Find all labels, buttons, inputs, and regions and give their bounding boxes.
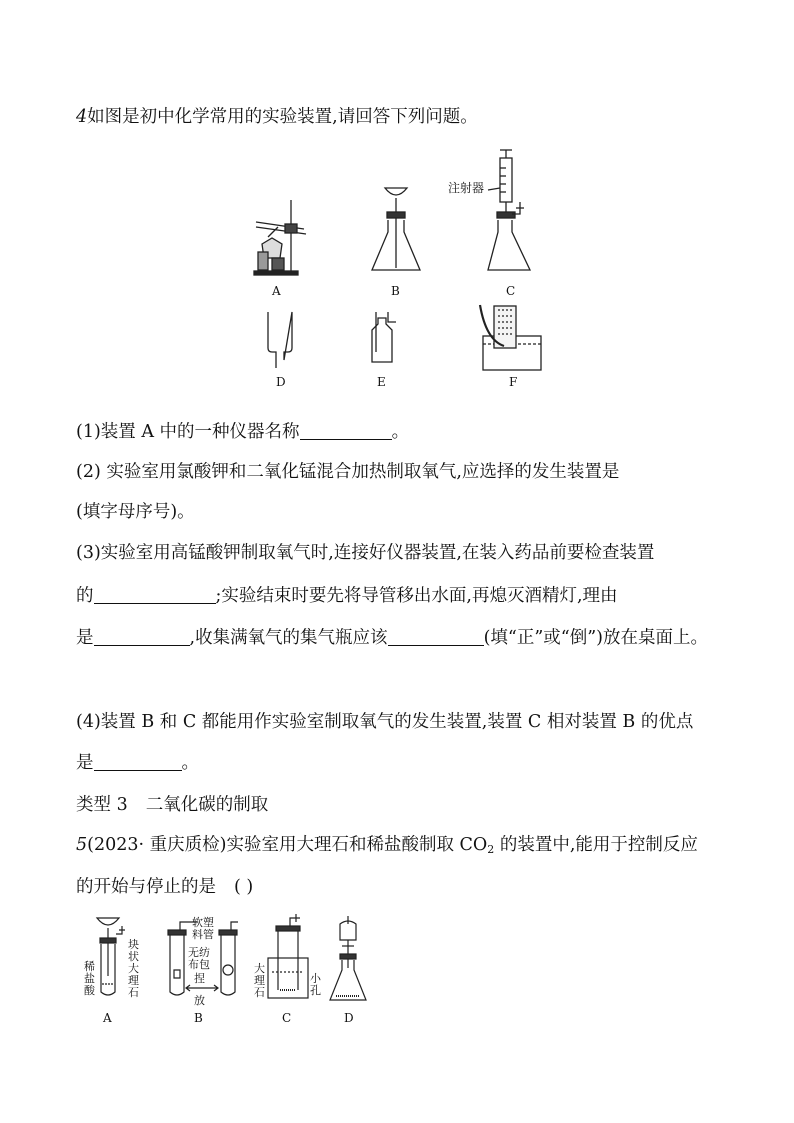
- answer-paren[interactable]: ( ): [234, 877, 254, 897]
- q5-a-right-2: 状: [128, 950, 139, 963]
- q4-number: 4: [76, 107, 88, 127]
- q5-subscript: 2: [487, 843, 495, 856]
- syringe-label: 注射器: [448, 181, 485, 195]
- section-label: 类型 3: [76, 795, 128, 815]
- q5-line1: [76, 834, 698, 861]
- q5-text-b: 的装置中,能用于控制反应: [494, 835, 698, 855]
- q5-b-bottom-2: 放: [194, 994, 205, 1007]
- q5-c-left-1: 大: [254, 962, 265, 975]
- fig-label-a: A: [272, 284, 281, 298]
- apparatus-a: [254, 200, 306, 275]
- q4-part1: [76, 421, 409, 443]
- fig-label-b: B: [391, 284, 400, 298]
- q5-line2: [76, 876, 253, 898]
- answer-blank-1[interactable]: [300, 421, 392, 440]
- apparatus-d: [268, 312, 292, 368]
- apparatus-c: [488, 150, 530, 270]
- q4-part3-line1: (3)实验室用高锰酸钾制取氧气时,连接好仪器装置,在装入药品前要检查装置: [76, 543, 655, 563]
- fig-label-d: D: [276, 375, 286, 389]
- q5-apparatus-a: [97, 918, 125, 995]
- fig-label-e: E: [377, 375, 386, 389]
- q5-b-top-2: 料管: [192, 928, 214, 941]
- q4-part3-text-d: ,收集满氧气的集气瓶应该: [189, 628, 388, 648]
- q4-part4-text-b: 。: [181, 753, 199, 773]
- q5-label-d: D: [344, 1011, 354, 1025]
- q4-part3-text-a: 的: [76, 586, 94, 606]
- q4-part3-text-b: ;实验结束时要先将导管移出水面,再熄灭酒精灯,理由: [215, 586, 618, 606]
- q5-a-left-2: 盐: [84, 972, 95, 985]
- q5-b-bottom-1: 捏: [194, 972, 205, 985]
- q4-stem: [76, 106, 478, 128]
- q4-part2-line1: (2) 实验室用氯酸钾和二氧化锰混合加热制取氧气,应选择的发生装置是: [76, 462, 620, 482]
- q5-a-right-1: 块: [128, 938, 139, 951]
- section-heading: [76, 794, 268, 816]
- q4-part2-line2: (填字母序号)。: [76, 502, 195, 522]
- q4-part4-line1: (4)装置 B 和 C 都能用作实验室制取氧气的发生装置,装置 C 相对装置 B 的优点: [76, 712, 694, 732]
- q5-apparatus-d: [330, 916, 366, 1000]
- q5-apparatus-figure: [0, 910, 794, 1030]
- q5-label-b: B: [194, 1011, 203, 1025]
- q4-part3-line3: [76, 627, 708, 649]
- apparatus-b: [372, 188, 420, 270]
- q5-a-right-4: 理: [128, 974, 139, 987]
- q5-c-left-2: 理: [254, 974, 265, 987]
- q4-part3-text-c: 是: [76, 628, 94, 648]
- q5-b-mid-2: 布包: [188, 958, 210, 971]
- q5-text-a: 实验室用大理石和稀盐酸制取 CO: [226, 835, 488, 855]
- q5-label-a: A: [103, 1011, 112, 1025]
- q5-b-mid-1: 无纺: [188, 946, 210, 959]
- q4-stem-text: 如图是初中化学常用的实验装置,请回答下列问题。: [87, 107, 478, 127]
- q5-source: (2023· 重庆质检): [87, 835, 227, 855]
- apparatus-f: [480, 305, 541, 370]
- section-title: 二氧化碳的制取: [145, 795, 269, 815]
- apparatus-e: [372, 312, 396, 362]
- q5-c-right-2: 孔: [310, 984, 321, 997]
- q5-c-left-3: 石: [254, 986, 265, 999]
- q5-label-c: C: [282, 1011, 292, 1025]
- q4-part3-text-e: (填“正”或“倒”)放在桌面上。: [483, 628, 709, 648]
- answer-blank-4[interactable]: [388, 627, 484, 646]
- q4-part1-text: (1)装置 A 中的一种仪器名称: [76, 422, 300, 442]
- q5-number: 5: [76, 835, 88, 855]
- q4-part1-end: 。: [391, 422, 410, 442]
- q5-a-left-1: 稀: [84, 960, 95, 973]
- answer-blank-3[interactable]: [94, 627, 190, 646]
- q5-a-left-3: 酸: [84, 984, 95, 997]
- q4-apparatus-figure: [0, 140, 794, 400]
- q5-c-right-1: 小: [310, 972, 321, 985]
- q5-b-top-1: 软塑: [192, 916, 214, 929]
- answer-blank-5[interactable]: [94, 752, 182, 771]
- fig-label-f: F: [509, 375, 518, 389]
- q5-a-right-5: 石: [128, 986, 139, 999]
- q5-a-right-3: 大: [128, 962, 139, 975]
- q5-text-c: 的开始与停止的是: [76, 877, 216, 897]
- fig-label-c: C: [506, 284, 516, 298]
- q4-part4-text-a: 是: [76, 753, 94, 773]
- q4-part4-line2: [76, 752, 199, 774]
- answer-blank-2[interactable]: [94, 585, 216, 604]
- q4-part3-line2: [76, 585, 618, 607]
- q5-apparatus-c: [268, 914, 308, 998]
